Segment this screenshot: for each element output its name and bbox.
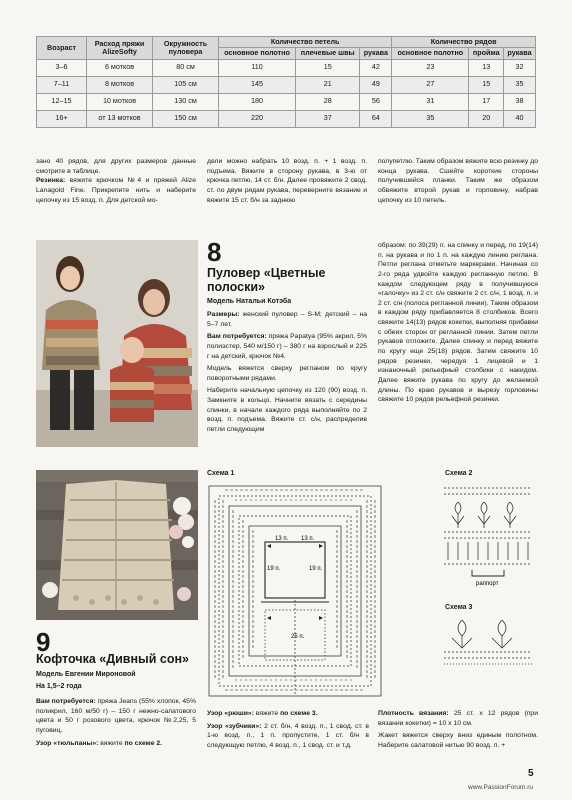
table-cell: 16+ <box>37 110 87 127</box>
th-girth: Окружность пуловера <box>153 37 219 60</box>
table-cell: 145 <box>219 76 296 93</box>
project-text-9-col2 <box>207 709 369 751</box>
project-title-9: Кофточка «Дивный сон» <box>36 652 189 666</box>
th-age: Возраст <box>37 37 87 60</box>
th-rows: Количество рядов <box>392 37 536 48</box>
table-cell: 27 <box>392 76 469 93</box>
table-cell: 28 <box>296 93 360 110</box>
project-age-9: На 1,5–2 года <box>36 683 82 690</box>
project-number-8: 8 <box>207 237 222 267</box>
table-cell: 10 мотков <box>87 93 153 110</box>
scheme-3-diagram <box>438 614 538 674</box>
text-run: Жакет вяжется сверху вниз единым полотном. Наберите салатовой нитью 90 возд. п. + <box>378 732 538 749</box>
project-text-8-col3: образом: по 39(29) п. на спинку и перед, по 19(14) п. на рукава и по 1 п. на каждую линию реглана. Петли реглана отметьте маркерами. Начиная со 2-го ряда удвойте каждую регланную петлю. В каждом следующем ряду в получившуюся «галочку» из 2 ст. с/н свяжите 2 ст. с/н, 1 возд. п. и 2 ст. с/н (полоса регланной линии). Таким образом в каждом ряду прибавляется 8 столбиков. Всего свяжите 14(13) рядов кокетки, выполняя прибавки с обеих сторон от регланной линии. Затем петли рукавов отложите. Далее спинку и перед вяжите по кругу еще 25(18) рядов. Затем свяжите 10 рядов резинки, чередуя 1 лицевой и 1 изнаночный рельефный столбики с накидом. Далее вяжите рукава по кругу до желаемой длины. По краю рукавов и вырезу горловины свяжите 10 рядов рельефной резинки. <box>378 242 538 404</box>
table-row <box>37 76 536 93</box>
text-run: вяжите крючком №4 и пряжей Alize Lanagold Fine. Прикрепите нить и наберите цепочку из 15 возд. п. Для детской мо- <box>36 177 196 204</box>
project-number-9: 9 <box>36 627 51 657</box>
table-cell: 35 <box>504 76 536 93</box>
scheme-1-label-13b: 13 п. <box>301 536 315 542</box>
table-cell: 105 см <box>153 76 219 93</box>
table-cell: 12–15 <box>37 93 87 110</box>
text-run: зано 40 рядов, для других размеров данные смотрите в таблице. <box>36 158 196 175</box>
text-bold: Узор «тюльпаны»: <box>36 739 99 747</box>
text-bold: Вам потребуется: <box>36 698 96 705</box>
text-bold: по схеме 2. <box>124 739 163 747</box>
photo-pullover <box>36 240 198 447</box>
scheme-1-label: Схема 1 <box>207 470 235 477</box>
text-bold: Плотность вязания: <box>378 710 449 717</box>
site-watermark: www.PassionForum.ru <box>468 784 534 791</box>
table-cell: 17 <box>469 93 504 110</box>
text-run: Наберите начальную цепочку из 120 (90) возд. п. Замкните в кольцо. Начните вязать с середины спинки, в начале каждого ряда выполняйте по 2 возд. п. подъема. Вяжите ст. с/н, распределив петли следующим <box>207 387 367 434</box>
scheme-1-label-19b: 19 п. <box>309 566 323 572</box>
th-shoulder: плечевые швы <box>296 48 360 59</box>
page-number: 5 <box>528 768 534 779</box>
text-run: вяжите <box>98 739 125 747</box>
th-armhole: пройма <box>469 48 504 59</box>
top-text-col2: дели можно набрать 10 возд. п. + 1 возд. п. подъема. Вяжите в сторону рукава, в 3-ю от крючка петлю, 14 ст. б/н. Далее провяжите 2 свод. ст. по двум рядам рукава, переверните вязание и вяжите 15 ст. б/н за заднюю <box>207 158 367 204</box>
top-text-col1 <box>36 157 196 205</box>
table-cell: 20 <box>469 110 504 127</box>
table-cell: 220 <box>219 110 296 127</box>
table-cell: 49 <box>360 76 392 93</box>
text-run: вяжите <box>253 710 281 717</box>
table-cell: 150 см <box>153 110 219 127</box>
project-text-9 <box>36 697 196 748</box>
table-cell: 42 <box>360 59 392 76</box>
th-base1: основное полотно <box>219 48 296 59</box>
text-run: Модель вяжется сверху регланом по кругу поворотными рядами. <box>207 365 367 382</box>
table-cell: 37 <box>296 110 360 127</box>
table-cell: 40 <box>504 110 536 127</box>
text-bold: по схеме 3. <box>280 710 318 717</box>
table-cell: 31 <box>392 93 469 110</box>
scheme-1-label-13a: 13 п. <box>275 536 289 542</box>
photo-pullover-image <box>36 240 198 447</box>
project-text-8 <box>207 310 367 435</box>
scheme-2-label: Схема 2 <box>445 470 473 477</box>
th-loops: Количество петель <box>219 37 392 48</box>
th-sleeve2: рукава <box>504 48 536 59</box>
scheme-2-diagram <box>438 480 538 588</box>
table-cell: 15 <box>469 76 504 93</box>
photo-jacket <box>36 470 198 620</box>
project-model-8: Модель Натальи Котэба <box>207 298 292 305</box>
table-cell: 7–11 <box>37 76 87 93</box>
top-text-col3: полупетлю. Таким образом вяжите всю резинку до конца рукава. Сшейте короткие стороны получившейся планки. Таким же образом обвяжите второй рукав и горловину, набрав цепочку из 10 петель. <box>378 158 538 204</box>
photo-jacket-image <box>36 470 198 620</box>
table-cell: 130 см <box>153 93 219 110</box>
table-cell: 110 <box>219 59 296 76</box>
text-run: женский пуловер – S-M; детский – на 5–7 лет. <box>207 311 367 328</box>
table-cell: 21 <box>296 76 360 93</box>
project-model-9: Модель Евгении Мироновой <box>36 671 136 678</box>
text-bold: Резинка: <box>36 177 66 185</box>
scheme-2-rapport: раппорт <box>476 581 499 587</box>
table-row <box>37 59 536 76</box>
text-bold: Узор «рюши»: <box>207 710 254 717</box>
th-base2: основное полотно <box>392 48 469 59</box>
table-cell: 32 <box>504 59 536 76</box>
scheme-3-label: Схема 3 <box>445 604 473 611</box>
table-cell: 38 <box>504 93 536 110</box>
scheme-1-label-19a: 19 п. <box>267 566 281 572</box>
size-table <box>36 36 536 128</box>
text-run: 2 ст. б/н, 4 возд. п., 1 свод. ст. в 1-ю возд. п., 1 п. пропустите, 1 ст. б/н в следующую петлю, 4 возд. п., 1 свод. ст. и т.д. <box>207 722 369 749</box>
table-cell: 3–6 <box>37 59 87 76</box>
table-cell: 15 <box>296 59 360 76</box>
th-sleeve1: рукава <box>360 48 392 59</box>
table-cell: 6 мотков <box>87 59 153 76</box>
table-cell: 23 <box>392 59 469 76</box>
table-cell: 13 <box>469 59 504 76</box>
text-bold: Вам потребуется: <box>207 333 267 341</box>
text-run: пряжа Jeans (55% хлопок, 45% поликрил, 160 м/50 г) – 150 г нежно-салатового цвета и 50 г розового цвета, крючок №2,25, 5 пуговиц. <box>36 698 196 734</box>
table-cell: 180 <box>219 93 296 110</box>
table-cell: 64 <box>360 110 392 127</box>
table-cell: 80 см <box>153 59 219 76</box>
table-cell: от 13 мотков <box>87 110 153 127</box>
table-cell: 35 <box>392 110 469 127</box>
table-row <box>37 93 536 110</box>
scheme-1-diagram <box>205 480 385 702</box>
text-bold: Узор «зубчики»: <box>207 722 262 730</box>
table-row <box>37 110 536 127</box>
scheme-1-label-25: 25 п. <box>291 634 305 640</box>
table-cell: 8 мотков <box>87 76 153 93</box>
text-bold: Размеры: <box>207 311 240 318</box>
text-run: пряжа Papatya (95% акрил, 5% полиэстер, 540 м/150 г) – 380 г на взрослый и 225 г на детский, крючок №4. <box>207 333 367 360</box>
table-cell: 56 <box>360 93 392 110</box>
project-title-8: Пуловер «Цветные полоски» <box>207 266 326 295</box>
th-yarn: Расход пряжи AlizeSofty <box>87 37 153 60</box>
text-run: 25 ст. х 12 рядов (при вязании кокетки) = 10 х 10 см. <box>378 710 538 727</box>
project-text-9-col3 <box>378 709 538 751</box>
